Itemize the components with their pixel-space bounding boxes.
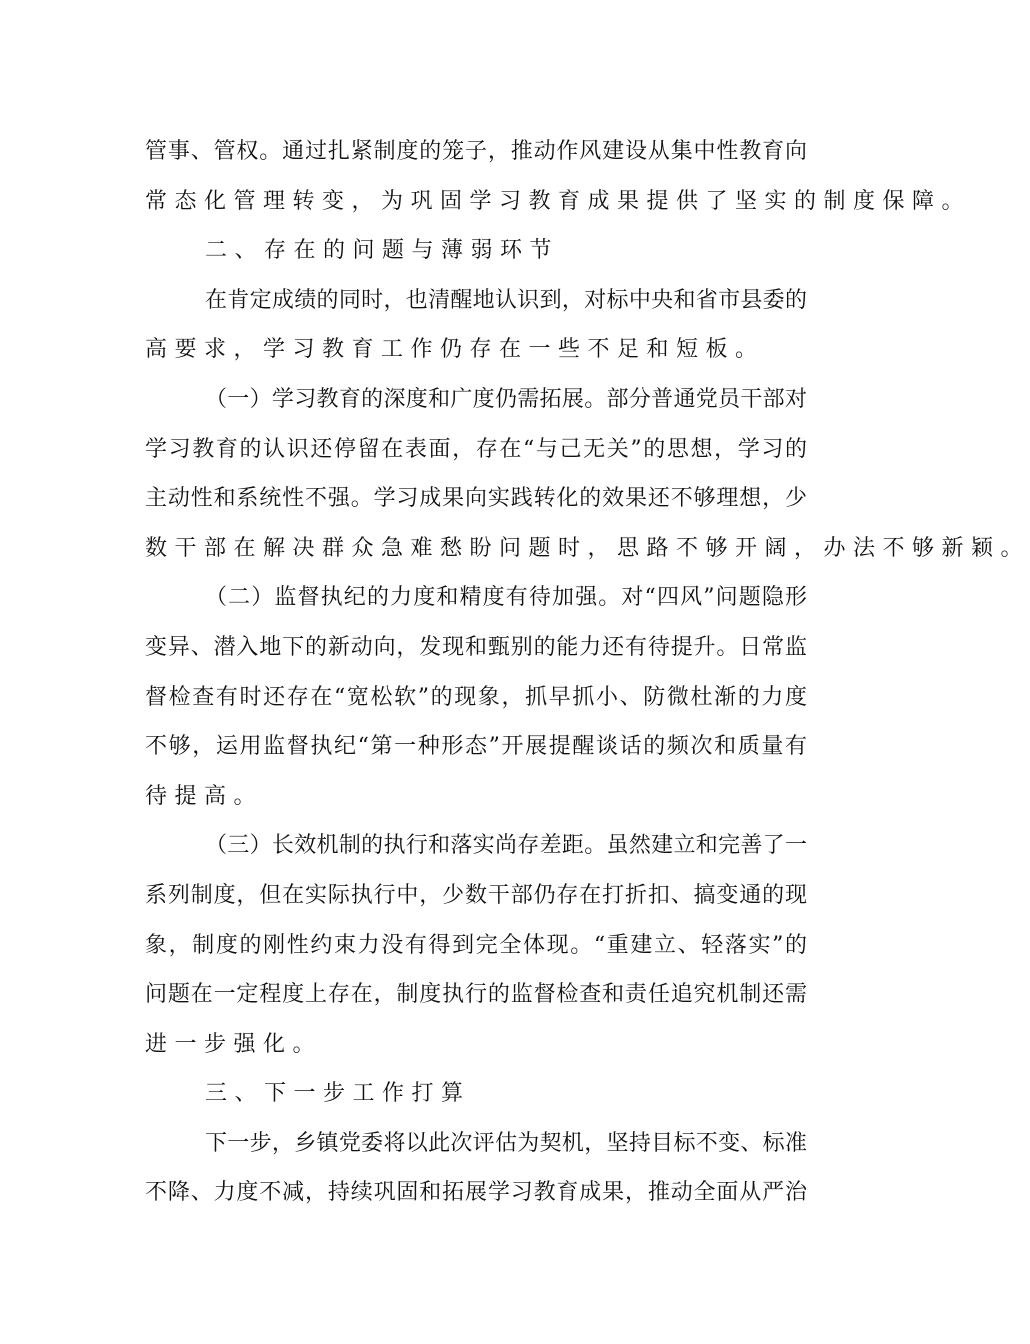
paragraph [145,1119,807,1218]
text-line: 主动性和系统性不强。学习成果向实践转化的效果还不够理想，少 [145,486,807,512]
text-line: 问题在一定程度上存在，制度执行的监督检查和责任追究机制还需 [145,982,807,1008]
text-line: 下一步，乡镇党委将以此次评估为契机，坚持目标不变、标准 [205,1130,807,1156]
text-line: （三）长效机制的执行和落实尚存差距。虽然建立和完善了一 [205,833,807,859]
paragraph [145,375,1030,573]
text-line: 二、存在的问题与薄弱环节 [205,238,560,264]
text-line: 变异、潜入地下的新动向，发现和甄别的能力还有待提升。日常监 [145,634,807,660]
paragraph [145,127,972,226]
paragraph [145,1069,807,1119]
paragraph [145,226,807,276]
text-line: 进一步强化。 [145,1031,323,1057]
paragraph [145,821,807,1069]
text-line: 学习教育的认识还停留在表面，存在“与己无关”的思想，学习的 [145,436,807,462]
text-line: 待提高。 [145,783,264,809]
text-line: 象，制度的刚性约束力没有得到完全体现。“重建立、轻落实”的 [145,932,807,958]
text-line: （二）监督执纪的力度和精度有待加强。对“四风”问题隐形 [205,585,807,611]
text-line: 不降、力度不减，持续巩固和拓展学习教育成果，推动全面从严治 [145,1180,807,1206]
text-line: （一）学习教育的深度和广度仍需拓展。部分普通党员干部对 [205,386,807,412]
document-body [145,127,1030,1218]
text-line: 不够，运用监督执纪“第一种形态”开展提醒谈话的频次和质量有 [145,734,807,760]
paragraph [145,276,807,375]
text-line: 三、下一步工作打算 [205,1081,471,1107]
text-line: 系列制度，但在实际执行中，少数干部仍存在打折扣、搞变通的现 [145,882,807,908]
text-line: 督检查有时还存在“宽松软”的现象，抓早抓小、防微杜渐的力度 [145,684,807,710]
text-line: 数干部在解决群众急难愁盼问题时，思路不够开阔，办法不够新颖。 [145,535,1030,561]
text-line: 管事、管权。通过扎紧制度的笼子，推动作风建设从集中性教育向 [145,139,807,164]
paragraph [145,573,807,821]
text-line: 高要求，学习教育工作仍存在一些不足和短板。 [145,337,765,363]
text-line: 常态化管理转变，为巩固学习教育成果提供了坚实的制度保障。 [145,188,972,214]
text-line: 在肯定成绩的同时，也清醒地认识到，对标中央和省市县委的 [205,287,807,313]
